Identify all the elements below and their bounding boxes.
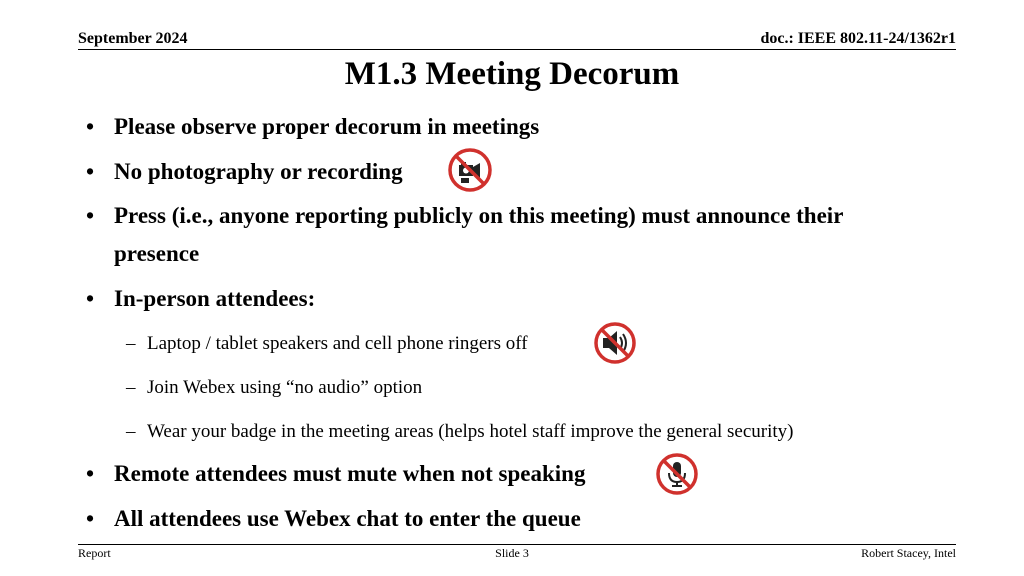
bullet-text: presence: [114, 241, 200, 266]
bullet-text: No photography or recording: [114, 159, 403, 184]
sub-bullet-text: Wear your badge in the meeting areas (helps hotel staff improve the general security): [147, 421, 794, 442]
header-doc-id: doc.: IEEE 802.11-24/1362r1: [760, 30, 956, 47]
bullet-text: In-person attendees:: [114, 286, 316, 311]
muted-microphone-icon: [655, 453, 699, 495]
bullet-marker: •: [86, 506, 95, 531]
sub-bullet-marker: –: [126, 421, 136, 442]
bullet-marker: •: [86, 203, 95, 228]
no-camera-icon: [447, 148, 493, 192]
bullet-text: Please observe proper decorum in meetings: [114, 114, 540, 139]
bullet-marker: •: [86, 114, 95, 139]
muted-speaker-icon: [594, 322, 636, 364]
bullet-marker: •: [86, 286, 95, 311]
sub-bullet-marker: –: [126, 377, 136, 398]
bullet-text: Remote attendees must mute when not speaking: [114, 461, 586, 486]
bullet-marker: •: [86, 159, 95, 184]
bullet-marker: •: [86, 461, 95, 486]
header-date: September 2024: [78, 30, 188, 47]
slide-title: M1.3 Meeting Decorum: [344, 56, 680, 92]
footer-divider: [78, 544, 956, 545]
slide-number: Slide 3: [495, 546, 529, 560]
sub-bullet-marker: –: [126, 333, 136, 354]
bullet-text: Press (i.e., anyone reporting publicly on this meeting) must announce their: [114, 203, 844, 228]
bullet-text: All attendees use Webex chat to enter the queue: [114, 506, 581, 531]
footer-author: Robert Stacey, Intel: [861, 546, 956, 560]
header-divider: [78, 49, 956, 50]
sub-bullet-text: Join Webex using “no audio” option: [147, 377, 423, 398]
sub-bullet-text: Laptop / tablet speakers and cell phone ringers off: [147, 333, 528, 354]
footer-left: Report: [78, 546, 111, 560]
